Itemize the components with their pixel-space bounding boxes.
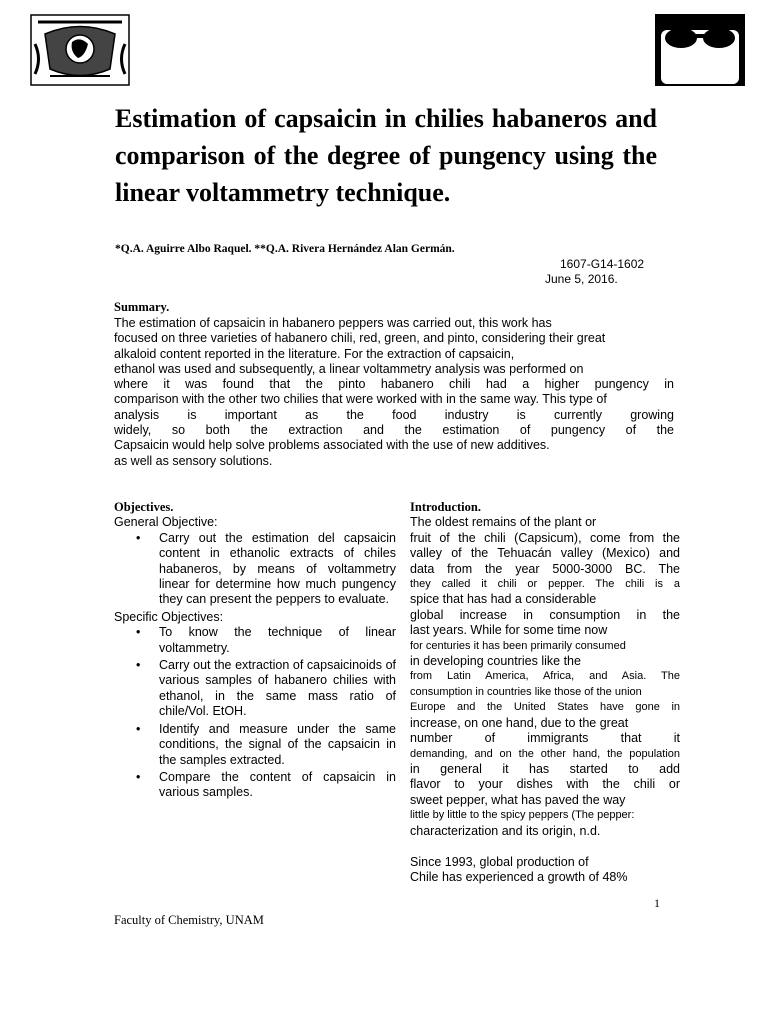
intro-line: consumption in countries like those of the union	[410, 685, 642, 698]
paper-title: Estimation of capsaicin in chilies habaneros and comparison of the degree of pungency using the linear voltammetry technique.	[115, 104, 657, 207]
summary-line: focused on three varieties of habanero chili, red, green, and pinto, considering their great	[114, 331, 606, 346]
specific-objectives-list	[114, 625, 396, 800]
intro-line: fruit of the chili (Capsicum), come from the	[410, 530, 680, 545]
summary-line: ethanol was used and subsequently, a linear voltammetry analysis was performed on	[114, 361, 584, 376]
intro-line: Since 1993, global production of	[410, 854, 589, 869]
objectives-section	[114, 500, 396, 803]
list-item: • To know the technique of linear voltammetry.	[114, 625, 396, 656]
intro-line: from Latin America, Africa, and Asia. The	[410, 670, 680, 683]
intro-line: last years. While for some time now	[410, 623, 608, 638]
intro-line: spice that has had a considerable	[410, 592, 597, 607]
summary-line: The estimation of capsaicin in habanero peppers was carried out, this work has	[114, 316, 552, 330]
intro-line: demanding, and on the other hand, the population	[410, 747, 680, 760]
summary-line: alkaloid content reported in the literature. For the extraction of capsaicin,	[114, 346, 515, 361]
list-item: • Compare the content of capsaicin in various samples.	[114, 770, 396, 801]
intro-line: sweet pepper, what has paved the way	[410, 792, 626, 807]
intro-line: valley of the Tehuacán valley (Mexico) and	[410, 546, 680, 561]
summary-line: widely, so both the extraction and the estimation of pungency of the	[114, 423, 674, 438]
general-objective-label: General Objective:	[114, 515, 218, 530]
page-number: 1	[654, 896, 660, 910]
intro-line: for centuries it has been primarily consumed	[410, 639, 626, 652]
introduction-heading: Introduction.	[410, 500, 481, 514]
objectives-heading: Objectives.	[114, 500, 174, 514]
intro-line: in general it has started to add	[410, 761, 680, 776]
summary-line: Capsaicin would help solve problems associated with the use of new additives.	[114, 438, 550, 453]
intro-line: Chile has experienced a growth of 48%	[410, 870, 628, 885]
list-item: • Identify and measure under the same conditions, the signal of the capsaicin in the samples extracted.	[114, 722, 396, 768]
summary-line: comparison with the other two chilies that were worked with in the same way. This type of	[114, 392, 607, 407]
intro-line: Europe and the United States have gone in	[410, 701, 680, 714]
general-objectives-list	[114, 531, 396, 608]
intro-line: characterization and its origin, n.d.	[410, 823, 601, 838]
summary-line: analysis is important as the food industry is currently growing	[114, 407, 674, 422]
intro-line: flavor to your dishes with the chili or	[410, 777, 680, 792]
intro-line: they called it chili or pepper. The chili is a	[410, 578, 680, 591]
footer-institution: Faculty of Chemistry, UNAM	[114, 913, 264, 927]
intro-line: increase, on one hand, due to the great	[410, 715, 629, 730]
faculty-chemistry-logo-icon	[655, 14, 745, 86]
intro-line: The oldest remains of the plant or	[410, 515, 597, 530]
unam-seal-icon	[30, 14, 130, 86]
document-date: June 5, 2016.	[545, 272, 618, 286]
intro-line: in developing countries like the	[410, 654, 581, 669]
introduction-section	[410, 500, 680, 886]
summary-heading: Summary.	[114, 300, 170, 314]
authors: *Q.A. Aguirre Albo Raquel. **Q.A. Rivera Hernández Alan Germán.	[115, 243, 455, 255]
list-item: • Carry out the extraction of capsaicinoids of various samples of habanero chilies with ethanol, in the same mass ratio of chile/Vol. EtOH.	[114, 658, 396, 720]
intro-line: data from the year 5000-3000 BC. The	[410, 561, 680, 576]
list-item: • Carry out the estimation del capsaicin content in ethanolic extracts of chiles habaneros, by means of voltammetry linear for determine how much pungency they can present the peppers to evaluate.	[114, 531, 396, 608]
intro-line: global increase in consumption in the	[410, 607, 680, 622]
intro-line: little by little to the spicy peppers (The pepper:	[410, 809, 635, 822]
summary-body	[114, 316, 674, 469]
summary-line: as well as sensory solutions.	[114, 453, 273, 468]
intro-line: number of immigrants that it	[410, 731, 680, 746]
specific-objectives-label: Specific Objectives:	[114, 609, 224, 624]
summary-line: where it was found that the pinto habanero chili had a higher pungency in	[114, 377, 674, 392]
document-code: 1607-G14-1602	[560, 257, 645, 271]
